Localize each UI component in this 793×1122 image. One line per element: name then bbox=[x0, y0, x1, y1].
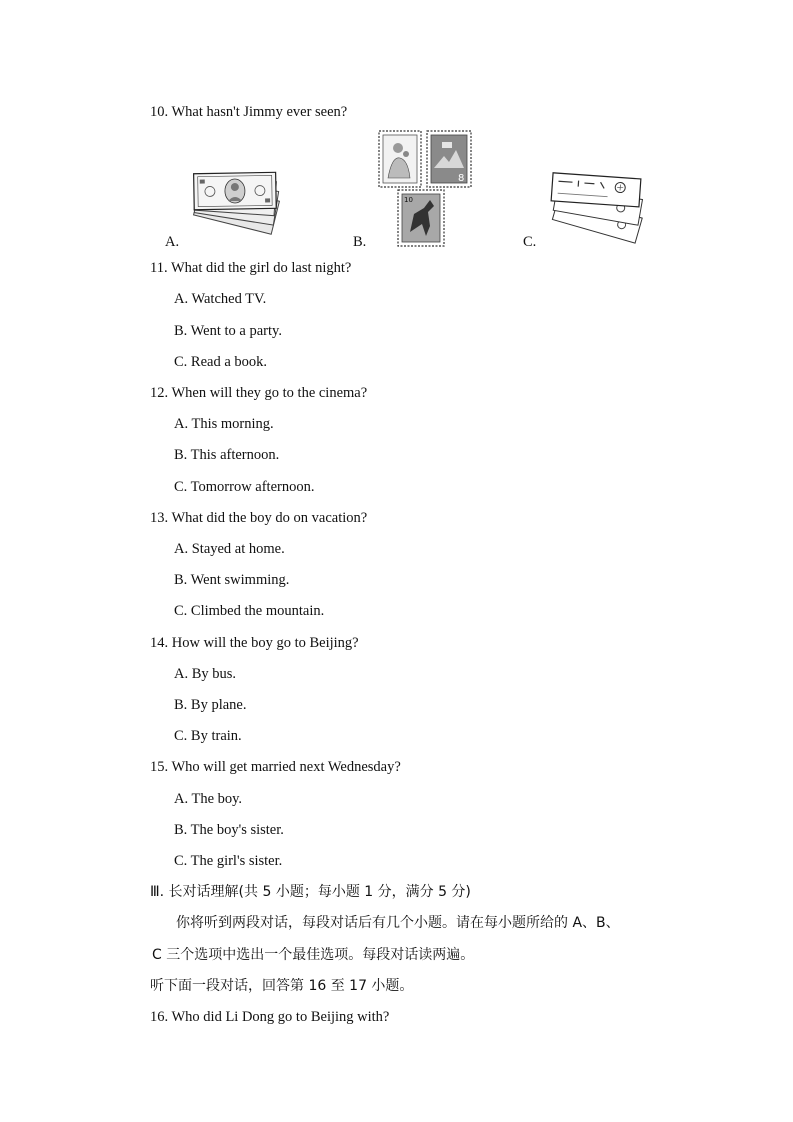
football-tickets-picture bbox=[548, 170, 646, 250]
question-13: 13. What did the boy do on vacation? bbox=[150, 510, 368, 526]
q12-option-c: C. Tomorrow afternoon. bbox=[174, 479, 315, 495]
q12-option-a: A. This morning. bbox=[174, 416, 274, 432]
option-b-label: B. bbox=[353, 234, 367, 250]
passage-note: 听下面一段对话，回答第 16 至 17 小题。 bbox=[150, 978, 414, 994]
q13-option-b: B. Went swimming. bbox=[174, 572, 290, 588]
question-10: 10. What hasn't Jimmy ever seen? bbox=[150, 104, 348, 120]
question-16: 16. Who did Li Dong go to Beijing with? bbox=[150, 1009, 390, 1025]
question-14: 14. How will the boy go to Beijing? bbox=[150, 635, 359, 651]
postage-stamps-picture bbox=[376, 128, 476, 250]
section-3-heading: Ⅲ. 长对话理解(共 5 小题；每小题 1 分，满分 5 分) bbox=[150, 884, 471, 900]
q15-option-c: C. The girl's sister. bbox=[174, 853, 283, 869]
section-3-instructions-line2: C 三个选项中选出一个最佳选项。每段对话读两遍。 bbox=[152, 947, 475, 963]
q15-option-b: B. The boy's sister. bbox=[174, 822, 284, 838]
q12-option-b: B. This afternoon. bbox=[174, 447, 280, 463]
q14-option-b: B. By plane. bbox=[174, 697, 247, 713]
question-15: 15. Who will get married next Wednesday? bbox=[150, 759, 401, 775]
q13-option-c: C. Climbed the mountain. bbox=[174, 603, 325, 619]
section-3-instructions-line1: 你将听到两段对话，每段对话后有几个小题。请在每小题所给的 A、B、 bbox=[176, 915, 620, 931]
dollar-bills-picture bbox=[186, 165, 286, 247]
q11-option-c: C. Read a book. bbox=[174, 354, 268, 370]
option-a-label: A. bbox=[165, 234, 180, 250]
q15-option-a: A. The boy. bbox=[174, 791, 243, 807]
q13-option-a: A. Stayed at home. bbox=[174, 541, 285, 557]
q11-option-b: B. Went to a party. bbox=[174, 323, 282, 339]
question-12: 12. When will they go to the cinema? bbox=[150, 385, 368, 401]
option-c-label: C. bbox=[523, 234, 537, 250]
stamp-value-10: 10 bbox=[404, 196, 413, 204]
q14-option-c: C. By train. bbox=[174, 728, 242, 744]
question-11: 11. What did the girl do last night? bbox=[150, 260, 352, 276]
stamp-value-8: 8 bbox=[458, 173, 465, 184]
q11-option-a: A. Watched TV. bbox=[174, 291, 267, 307]
q14-option-a: A. By bus. bbox=[174, 666, 237, 682]
